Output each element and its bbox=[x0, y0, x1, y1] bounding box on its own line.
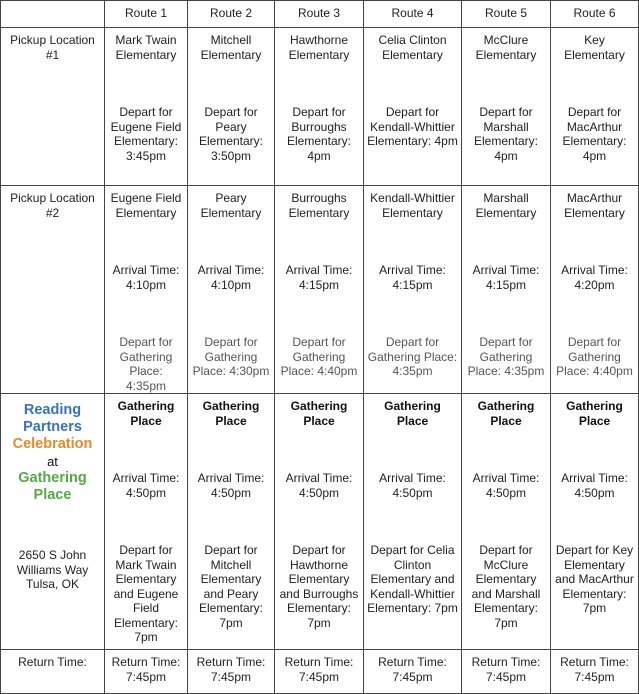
pickup-2-arrival: Arrival Time: 4:15pm bbox=[379, 263, 446, 292]
route-1-header: Route 1 bbox=[105, 1, 188, 28]
corner-cell bbox=[1, 1, 105, 28]
pickup-1-cell bbox=[364, 28, 462, 186]
pickup-2-arrival: Arrival Time: 4:15pm bbox=[472, 263, 540, 292]
pickup-2-cell bbox=[105, 186, 188, 394]
event-venue: Gathering Place bbox=[477, 399, 535, 428]
pickup-1-cell bbox=[551, 28, 639, 186]
event-depart: Depart for Key Elementary and MacArthur Elementary: 7pm bbox=[555, 543, 634, 615]
pickup-2-depart: Depart for Gathering Place: 4:30pm bbox=[192, 335, 270, 378]
event-cell bbox=[462, 394, 551, 650]
pickup-1-depart: Depart for Peary Elementary: 3:50pm bbox=[198, 105, 264, 163]
event-arrival: Arrival Time: 4:50pm bbox=[197, 471, 265, 500]
event-cell bbox=[364, 394, 462, 650]
pickup-1-depart: Depart for Eugene Field Elementary: 3:45pm bbox=[110, 105, 182, 163]
pickup-2-cell bbox=[462, 186, 551, 394]
event-depart: Depart for Celia Clinton Elementary and Kendall-Whittier Elementary: 7pm bbox=[367, 543, 458, 615]
event-label-cell bbox=[1, 394, 105, 650]
pickup-1-depart: Depart for Marshall Elementary: 4pm bbox=[473, 105, 539, 163]
return-time: Return Time: 7:45pm bbox=[462, 650, 551, 694]
event-title-at: at bbox=[47, 454, 58, 469]
event-arrival: Arrival Time: 4:50pm bbox=[285, 471, 353, 500]
event-depart: Depart for Mitchell Elementary and Peary Elementary: 7pm bbox=[198, 543, 264, 630]
return-label: Return Time: bbox=[1, 650, 105, 694]
pickup-1-school: Key Elementary bbox=[564, 33, 625, 62]
pickup-1-school: Hawthorne Elementary bbox=[288, 33, 350, 62]
pickup-2-school: Peary Elementary bbox=[200, 191, 262, 220]
pickup-1-label: Pickup Location #1 bbox=[1, 28, 105, 186]
route-6-header: Route 6 bbox=[551, 1, 639, 28]
pickup-2-cell bbox=[551, 186, 639, 394]
pickup-2-cell bbox=[188, 186, 275, 394]
pickup-2-depart: Depart for Gathering Place: 4:40pm bbox=[280, 335, 358, 378]
pickup-1-row bbox=[1, 28, 639, 186]
event-cell bbox=[551, 394, 639, 650]
return-time: Return Time: 7:45pm bbox=[105, 650, 188, 694]
event-venue: Gathering Place bbox=[566, 399, 623, 428]
pickup-2-arrival: Arrival Time: 4:10pm bbox=[112, 263, 180, 292]
route-4-header: Route 4 bbox=[364, 1, 462, 28]
pickup-2-arrival: Arrival Time: 4:15pm bbox=[285, 263, 353, 292]
pickup-1-depart: Depart for Kendall-Whittier Elementary: 4pm bbox=[367, 105, 458, 148]
pickup-2-depart: Depart for Gathering Place: 4:35pm bbox=[367, 335, 458, 378]
event-title-celebration: Celebration bbox=[12, 436, 93, 452]
event-arrival: Arrival Time: 4:50pm bbox=[561, 471, 628, 500]
event-cell bbox=[188, 394, 275, 650]
return-time: Return Time: 7:45pm bbox=[364, 650, 462, 694]
pickup-1-cell bbox=[462, 28, 551, 186]
pickup-1-school: McClure Elementary bbox=[475, 33, 537, 62]
return-time: Return Time: 7:45pm bbox=[551, 650, 639, 694]
event-arrival: Arrival Time: 4:50pm bbox=[112, 471, 180, 500]
pickup-1-school: Celia Clinton Elementary bbox=[378, 33, 447, 62]
event-depart: Depart for Mark Twain Elementary and Eugene Field Elementary: 7pm bbox=[113, 543, 179, 644]
pickup-1-school: Mark Twain Elementary bbox=[115, 33, 177, 62]
pickup-2-label: Pickup Location #2 bbox=[1, 186, 105, 394]
pickup-1-school: Mitchell Elementary bbox=[200, 33, 262, 62]
route-2-header: Route 2 bbox=[188, 1, 275, 28]
event-address: 2650 S John Williams Way Tulsa, OK bbox=[16, 548, 89, 591]
event-venue: Gathering Place bbox=[202, 399, 260, 428]
pickup-2-school: Burroughs Elementary bbox=[288, 191, 350, 220]
event-row bbox=[1, 394, 639, 650]
event-title-gathering-place: Gathering Place bbox=[18, 470, 87, 503]
pickup-2-depart: Depart for Gathering Place: 4:35pm bbox=[467, 335, 545, 378]
pickup-2-arrival: Arrival Time: 4:20pm bbox=[561, 263, 628, 292]
pickup-2-school: MacArthur Elementary bbox=[564, 191, 625, 220]
event-arrival: Arrival Time: 4:50pm bbox=[472, 471, 540, 500]
pickup-1-cell bbox=[188, 28, 275, 186]
pickup-2-depart: Depart for Gathering Place: 4:35pm bbox=[119, 335, 173, 393]
header-row bbox=[1, 1, 639, 28]
pickup-2-school: Kendall-Whittier Elementary bbox=[370, 191, 455, 220]
event-title-reading-partners: Reading Partners bbox=[23, 402, 82, 435]
event-depart: Depart for Hawthorne Elementary and Burroughs Elementary: 7pm bbox=[279, 543, 359, 630]
event-arrival: Arrival Time: 4:50pm bbox=[379, 471, 446, 500]
event-cell bbox=[105, 394, 188, 650]
route-3-header: Route 3 bbox=[275, 1, 364, 28]
return-row bbox=[1, 650, 639, 694]
return-time: Return Time: 7:45pm bbox=[275, 650, 364, 694]
pickup-1-depart: Depart for Burroughs Elementary: 4pm bbox=[286, 105, 352, 163]
route-5-header: Route 5 bbox=[462, 1, 551, 28]
event-depart: Depart for McClure Elementary and Marshall Elementary: 7pm bbox=[471, 543, 541, 630]
event-cell bbox=[275, 394, 364, 650]
event-venue: Gathering Place bbox=[384, 399, 441, 428]
pickup-2-depart: Depart for Gathering Place: 4:40pm bbox=[556, 335, 633, 378]
pickup-1-cell bbox=[105, 28, 188, 186]
pickup-1-cell bbox=[275, 28, 364, 186]
event-venue: Gathering Place bbox=[290, 399, 348, 428]
pickup-2-cell bbox=[275, 186, 364, 394]
return-time: Return Time: 7:45pm bbox=[188, 650, 275, 694]
pickup-2-row bbox=[1, 186, 639, 394]
pickup-1-depart: Depart for MacArthur Elementary: 4pm bbox=[562, 105, 627, 163]
event-venue: Gathering Place bbox=[117, 399, 175, 428]
pickup-2-cell bbox=[364, 186, 462, 394]
pickup-2-school: Marshall Elementary bbox=[475, 191, 537, 220]
pickup-2-school: Eugene Field Elementary bbox=[110, 191, 182, 220]
pickup-2-arrival: Arrival Time: 4:10pm bbox=[197, 263, 265, 292]
